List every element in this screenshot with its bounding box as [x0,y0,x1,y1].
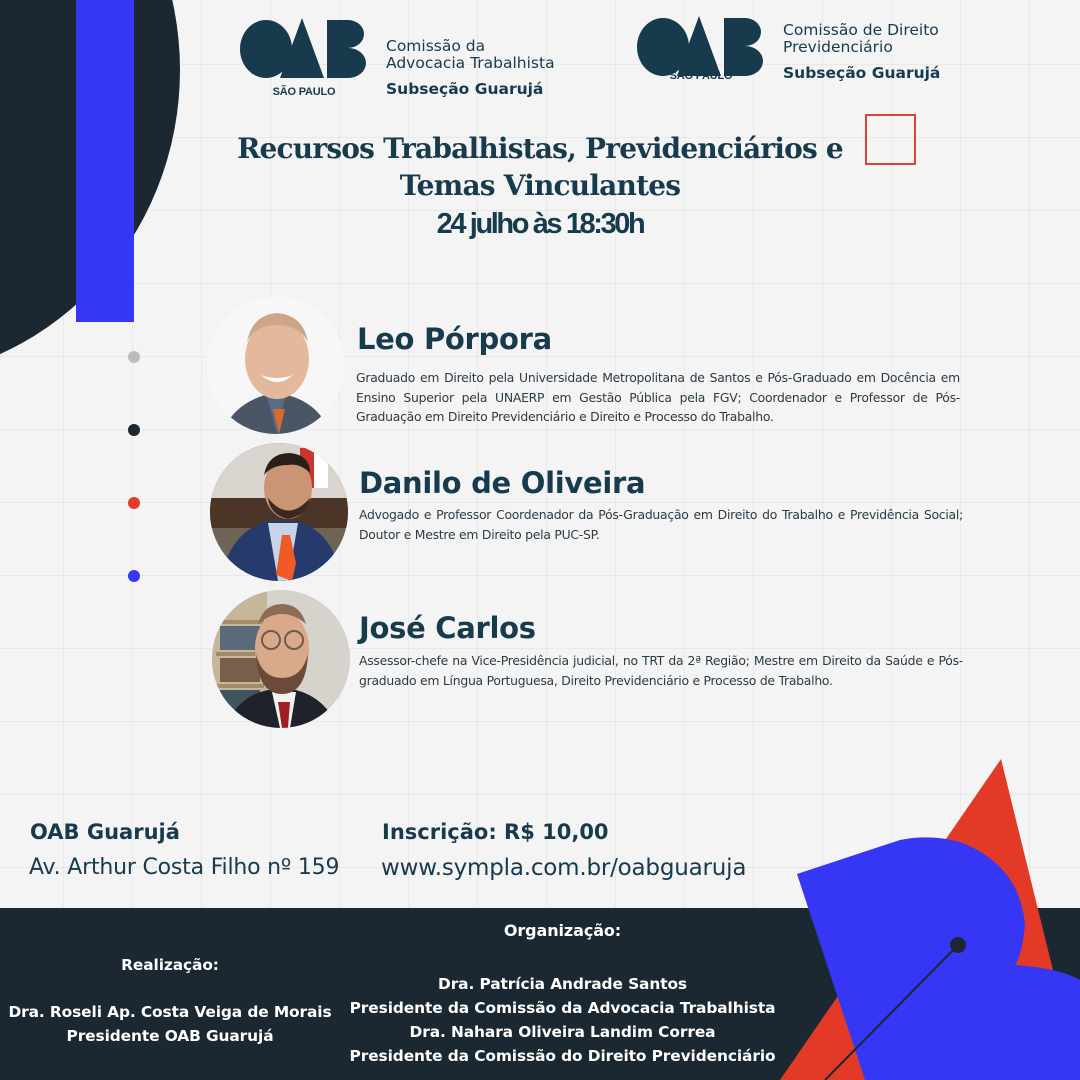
speaker-name: Leo Pórpora [357,322,552,356]
venue-name: OAB Guarujá [30,820,180,844]
registration-link[interactable]: www.sympla.com.br/oabguaruja [381,855,747,881]
organizacao-block [340,972,785,1068]
timeline-dot-blue [128,570,140,582]
decorative-shapes-bottom-right [760,750,1080,1080]
event-title [220,130,860,204]
realizacao-heading: Realização: [121,956,219,974]
organizacao-heading: Organização: [503,921,622,940]
logo-line-1: Comissão da [386,37,486,55]
timeline-dot-gray [128,351,140,363]
decorative-red-square [865,114,916,165]
portrait-leo-porpora-icon [207,297,344,434]
organizacao-name-1: Dra. Patrícia Andrade Santos [438,975,687,993]
timeline-dot-dark [128,424,140,436]
logo-comissao-direito-previdenciario [637,10,940,84]
realizacao-name: Dra. Roseli Ap. Costa Veiga de Morais [8,1003,332,1021]
oab-region-label: SÃO PAULO [669,70,733,82]
event-title-line-2: Temas Vinculantes [399,169,681,202]
organizacao-name-2: Dra. Nahara Oliveira Landim Correa [409,1023,716,1041]
decorative-blue-bar [76,0,134,322]
speaker-photo [212,590,350,728]
speaker-name: José Carlos [359,611,536,645]
speaker-name: Danilo de Oliveira [359,466,646,500]
logo-subsecao: Subseção Guarujá [783,64,941,82]
decorative-geometric-icon [760,750,1080,1080]
organizacao-role-2: Presidente da Comissão do Direito Previdenciário [349,1047,776,1065]
event-date: 24 julho às 18:30h [436,208,644,240]
oab-region-label: SÃO PAULO [272,86,336,98]
speaker-bio: Advogado e Professor Coordenador da Pós-Graduação em Direito do Trabalho e Previdência Social; Doutor e Mestre em Direito pela PUC-SP. [359,507,963,542]
oab-logo-mark [240,12,368,98]
logo-line-1: Comissão de Direito [783,21,939,39]
speaker-photo [207,297,344,434]
registration-price: Inscrição: R$ 10,00 [382,820,609,844]
event-title-line-1: Recursos Trabalhistas, Previdenciários e [237,132,843,165]
portrait-jose-carlos-icon [212,590,350,728]
realizacao-role: Presidente OAB Guarujá [66,1027,274,1045]
speaker-bio: Graduado em Direito pela Universidade Metropolitana de Santos e Pós-Graduado em Docência em Ensino Superior pela UNAERP em Gestão Pública pela FGV; Coordenador e Professor de Pós-Graduação em Direito Previdenciário e Direito e Processo do Trabalho. [356,370,960,424]
speaker-photo [210,443,348,581]
logo-subsecao: Subseção Guarujá [386,80,544,98]
venue-address: Av. Arthur Costa Filho nº 159 [29,855,340,880]
logo-comissao-advocacia-trabalhista [240,12,555,98]
timeline-dot-red [128,497,140,509]
logo-line-2: Previdenciário [783,38,893,56]
portrait-danilo-de-oliveira-icon [210,443,348,581]
speaker-bio: Assessor-chefe na Vice-Presidência judicial, no TRT da 2ª Região; Mestre em Direito da Saúde e Pós-graduado em Língua Portuguesa, Direito Previdenciário e Processo de Trabalho. [359,653,963,688]
organizacao-role-1: Presidente da Comissão da Advocacia Trabalhista [349,999,776,1017]
realizacao-block [0,1000,340,1048]
logo-line-2: Advocacia Trabalhista [386,54,555,72]
oab-logo-icon [240,12,368,86]
oab-logo-mark [637,10,765,84]
